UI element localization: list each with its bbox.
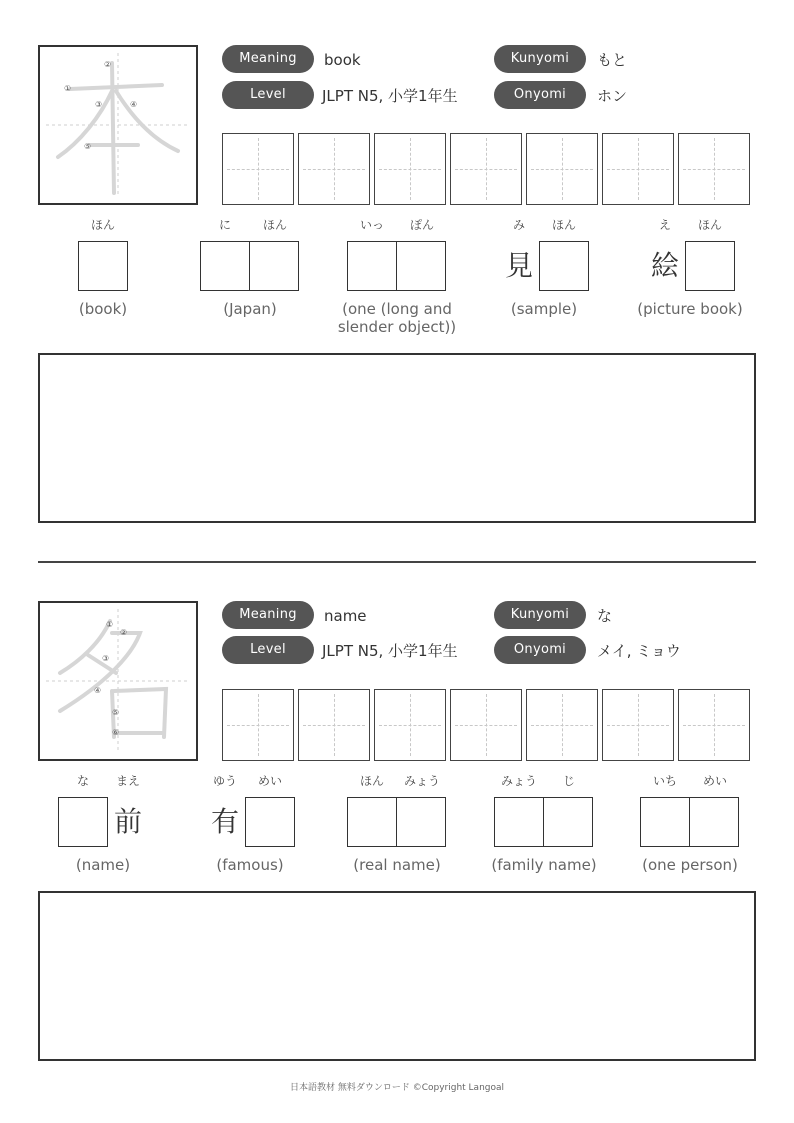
- word-reading: ほん: [551, 218, 576, 232]
- kanji-stroke-diagram: [38, 601, 198, 761]
- footer-copyright: 日本語教材 無料ダウンロード ©Copyright Langoal: [289, 1083, 505, 1093]
- kanji-stroke-diagram: [38, 45, 198, 205]
- word-char-box[interactable]: [539, 241, 589, 291]
- word-gloss: (sample): [510, 300, 578, 318]
- word-char-box[interactable]: [245, 797, 295, 847]
- stroke-number: ⑤: [84, 142, 92, 151]
- word-gloss: (name): [75, 856, 131, 874]
- word-reading: ほん: [90, 218, 115, 232]
- onyomi-value: ホン: [597, 87, 628, 105]
- onyomi-label: Onyomi: [494, 636, 586, 664]
- practice-cell[interactable]: [526, 133, 598, 205]
- vocab-word: [620, 768, 760, 898]
- word-reading: な: [76, 774, 89, 788]
- stroke-number: ①: [64, 84, 72, 93]
- meaning-label: Meaning: [222, 601, 314, 629]
- word-reading: いっ: [359, 218, 384, 232]
- word-reading: み: [512, 218, 525, 232]
- word-reading: めい: [702, 774, 727, 788]
- word-char-box[interactable]: [78, 241, 128, 291]
- practice-cell[interactable]: [374, 689, 446, 761]
- word-reading: みょう: [403, 774, 440, 788]
- word-reading: ぽん: [409, 218, 434, 232]
- stroke-number: ⑤: [112, 708, 120, 717]
- word-char-box[interactable]: [200, 241, 250, 291]
- meaning-value: name: [324, 607, 367, 625]
- stroke-number: ④: [130, 100, 138, 109]
- word-reading: めい: [257, 774, 282, 788]
- word-char: 絵: [650, 249, 679, 282]
- word-reading: え: [658, 218, 671, 232]
- word-char-box[interactable]: [543, 797, 593, 847]
- kanji-card-2: [0, 556, 794, 1076]
- word-gloss: (picture book): [637, 300, 743, 318]
- practice-cell[interactable]: [222, 689, 294, 761]
- practice-cell[interactable]: [450, 689, 522, 761]
- vocab-word: [474, 768, 614, 898]
- word-reading: ほん: [359, 774, 384, 788]
- level-value: JLPT N5, 小学1年生: [322, 87, 458, 105]
- word-char-box[interactable]: [494, 797, 544, 847]
- word-gloss: (one person): [642, 856, 738, 874]
- stroke-order-diagram: [40, 603, 196, 759]
- word-char-box[interactable]: [347, 797, 397, 847]
- word-gloss: (famous): [216, 856, 284, 874]
- vocab-word: [33, 212, 173, 342]
- word-gloss: (real name): [353, 856, 441, 874]
- practice-cell[interactable]: [222, 133, 294, 205]
- stroke-number: ④: [94, 686, 102, 695]
- word-char-box[interactable]: [689, 797, 739, 847]
- practice-cell[interactable]: [450, 133, 522, 205]
- practice-cell[interactable]: [678, 133, 750, 205]
- word-reading: じ: [562, 774, 575, 788]
- word-char-box[interactable]: [396, 797, 446, 847]
- stroke-2: [112, 63, 114, 193]
- practice-cell[interactable]: [602, 133, 674, 205]
- practice-cell[interactable]: [526, 689, 598, 761]
- word-gloss: (Japan): [223, 300, 277, 318]
- notes-box[interactable]: [38, 353, 756, 523]
- word-reading: ほん: [262, 218, 287, 232]
- word-char-box[interactable]: [249, 241, 299, 291]
- level-label: Level: [222, 636, 314, 664]
- practice-cell[interactable]: [298, 689, 370, 761]
- word-reading: みょう: [500, 774, 537, 788]
- word-reading: いち: [652, 774, 677, 788]
- stroke-order-diagram: [40, 47, 196, 203]
- word-reading: に: [218, 218, 231, 232]
- meaning-label: Meaning: [222, 45, 314, 73]
- level-label: Level: [222, 81, 314, 109]
- notes-box[interactable]: [38, 891, 756, 1061]
- word-char-box[interactable]: [685, 241, 735, 291]
- practice-cell[interactable]: [374, 133, 446, 205]
- word-gloss: (one (long and slender object)): [337, 300, 457, 336]
- stroke-number: ①: [106, 620, 114, 629]
- practice-cell[interactable]: [602, 689, 674, 761]
- kunyomi-value: な: [597, 607, 613, 625]
- vocab-word: [180, 212, 320, 342]
- vocab-word: [474, 212, 614, 342]
- stroke-4: [116, 91, 178, 151]
- word-reading: まえ: [115, 774, 140, 788]
- kunyomi-label: Kunyomi: [494, 45, 586, 73]
- word-char-box[interactable]: [347, 241, 397, 291]
- practice-cell[interactable]: [298, 133, 370, 205]
- stroke-5: [114, 689, 166, 737]
- vocab-word: [33, 768, 173, 898]
- word-reading: ほん: [697, 218, 722, 232]
- word-char-box[interactable]: [58, 797, 108, 847]
- stroke-number: ②: [120, 628, 128, 637]
- word-gloss: (family name): [491, 856, 597, 874]
- kanji-card-1: [0, 0, 794, 520]
- onyomi-label: Onyomi: [494, 81, 586, 109]
- stroke-number: ③: [95, 100, 103, 109]
- kunyomi-label: Kunyomi: [494, 601, 586, 629]
- stroke-2: [60, 633, 140, 711]
- word-char: 有: [210, 805, 239, 838]
- meaning-value: book: [324, 51, 361, 69]
- word-char: 見: [504, 249, 533, 282]
- level-value: JLPT N5, 小学1年生: [322, 642, 458, 660]
- stroke-1: [70, 85, 162, 89]
- stroke-number: ②: [104, 60, 112, 69]
- onyomi-value: メイ, ミョウ: [597, 642, 681, 660]
- word-char: 前: [113, 805, 142, 838]
- word-gloss: (book): [78, 300, 128, 318]
- practice-cell[interactable]: [678, 689, 750, 761]
- vocab-word: [180, 768, 320, 898]
- vocab-word: [620, 212, 760, 342]
- word-reading: ゆう: [212, 774, 237, 788]
- vocab-word: [327, 212, 467, 342]
- stroke-number: ③: [102, 654, 110, 663]
- word-char-box[interactable]: [640, 797, 690, 847]
- stroke-number: ⑥: [112, 728, 120, 737]
- vocab-word: [327, 768, 467, 898]
- kunyomi-value: もと: [597, 51, 628, 69]
- word-char-box[interactable]: [396, 241, 446, 291]
